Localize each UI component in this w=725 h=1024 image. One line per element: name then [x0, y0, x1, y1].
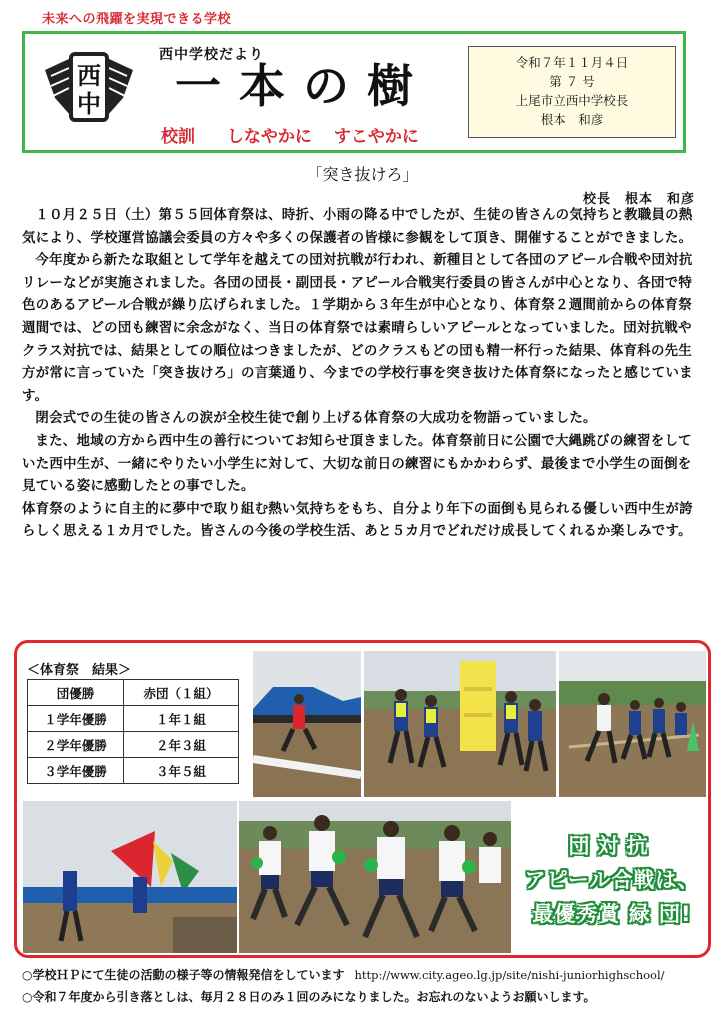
- paragraph: 今年度から新たな取組として学年を越えての団対抗戦が行われ、新種目として各団のアピール合戦や団対抗リレーなどが実施されました。各団の団長・副団長・アピール合戦実行委員の皆さんが中心となり、各団で特色のあるアピール合戦が繰り広げられました。１学期から３年生が中心となり、体育祭２週間前からの体育祭週間では、どの団も練習に余念がなく、当日の体育祭では素晴らしいアピールとなっていました。団対抗戦やクラス対抗では、結果としての順位はつきましたが、どのクラスもどの団も精一杯行った結果、体育科の先生方が常に言っていた「突き抜けろ」の言葉通り、今までの学校行事を突き抜けた体育祭になったと感じています。: [22, 253, 693, 404]
- newsletter-title: 一本の樹: [175, 59, 431, 113]
- caption-line: 団対抗: [568, 834, 656, 858]
- paragraph: 閉会式での生徒の皆さんの涙が全校生徒で創り上げる体育祭の大成功を物語っていました。: [35, 411, 597, 427]
- results-table: [27, 679, 239, 784]
- photo-appeal-float: [364, 651, 556, 797]
- school-emblem-icon: [41, 46, 137, 126]
- caption-line: アピール合戦は、: [524, 868, 700, 892]
- table-cell: ２年３組: [124, 732, 239, 758]
- issue-number: 第 ７ 号: [549, 74, 595, 89]
- table-cell: ３年５組: [124, 758, 239, 784]
- footer-text: ○学校ＨＰにて生徒の活動の様子等の情報発信をしています: [22, 968, 345, 982]
- issue-date: 令和７年１１月４日: [515, 55, 629, 70]
- issue-info: [468, 46, 676, 138]
- table-cell: 団優勝: [28, 680, 124, 706]
- newsletter-label: 西中学校だより: [159, 47, 264, 63]
- table-cell: １年１組: [124, 706, 239, 732]
- table-row: [28, 680, 239, 706]
- paragraph: また、地域の方から西中生の善行についてお知らせ頂きました。体育祭前日に公園で大縄跳びの練習をしていた西中生が、一緒にやりたい小学生に対して、大切な前日の練習にもかかわらず、最後まで小学生の面倒を見ている姿に感動したとの事でした。: [22, 433, 692, 495]
- motto-2: すこやかに: [333, 127, 419, 147]
- motto-label: 校訓: [161, 127, 195, 147]
- footer-payment-note: ○令和７年度から引き落としは、毎月２８日のみ１回のみになりました。お忘れのないようお願いします。: [22, 990, 596, 1004]
- table-cell: 赤団（１組）: [124, 680, 239, 706]
- photo-tug-of-war: [559, 651, 706, 797]
- footer-hp-note: [22, 966, 665, 983]
- svg-text:中: 中: [77, 89, 101, 118]
- table-row: [28, 706, 239, 732]
- table-cell: ３学年優勝: [28, 758, 124, 784]
- table-cell: ２学年優勝: [28, 732, 124, 758]
- photo-flags: [23, 801, 237, 953]
- issue-school: 上尾市立西中学校長: [515, 93, 629, 108]
- table-row: [28, 732, 239, 758]
- article-body: [22, 205, 698, 544]
- issue-principal: 根本 和彦: [540, 112, 604, 127]
- school-url-link[interactable]: http://www.city.ageo.lg.jp/site/nishi-juniorhighschool/: [354, 968, 665, 982]
- article-title: 「突き抜けろ」: [306, 165, 419, 184]
- appeal-award-caption: [517, 829, 707, 931]
- masthead: [22, 31, 686, 153]
- results-heading: ＜体育祭 結果＞: [27, 663, 132, 678]
- school-motto: [161, 122, 419, 147]
- motto-1: しなやかに: [226, 127, 312, 147]
- svg-text:西: 西: [77, 61, 101, 90]
- caption-line: 最優秀賞 緑 団!: [532, 902, 692, 926]
- photo-relay: [253, 651, 361, 797]
- results-panel: [14, 640, 711, 958]
- table-row: [28, 758, 239, 784]
- photo-dancers: [239, 801, 511, 953]
- table-cell: １学年優勝: [28, 706, 124, 732]
- article-author: 校長 根本 和彦: [582, 192, 695, 207]
- school-slogan: 未来への飛躍を実現できる学校: [42, 12, 232, 27]
- paragraph: １０月２５日（土）第５５回体育祭は、時折、小雨の降る中でしたが、生徒の皆さんの気持ちと教職員の熱気により、学校運営協議会委員の方々や多くの保護者の皆様に参観をして頂き、開催することができました。: [22, 208, 693, 246]
- paragraph: 体育祭のように自主的に夢中で取り組む熱い気持ちをもち、自分より年下の面倒も見られる優しい西中生が誇らしく思える１カ月でした。皆さんの今後の学校生活、あと５カ月でどれだけ成長してくれるか楽しみです。: [22, 501, 693, 540]
